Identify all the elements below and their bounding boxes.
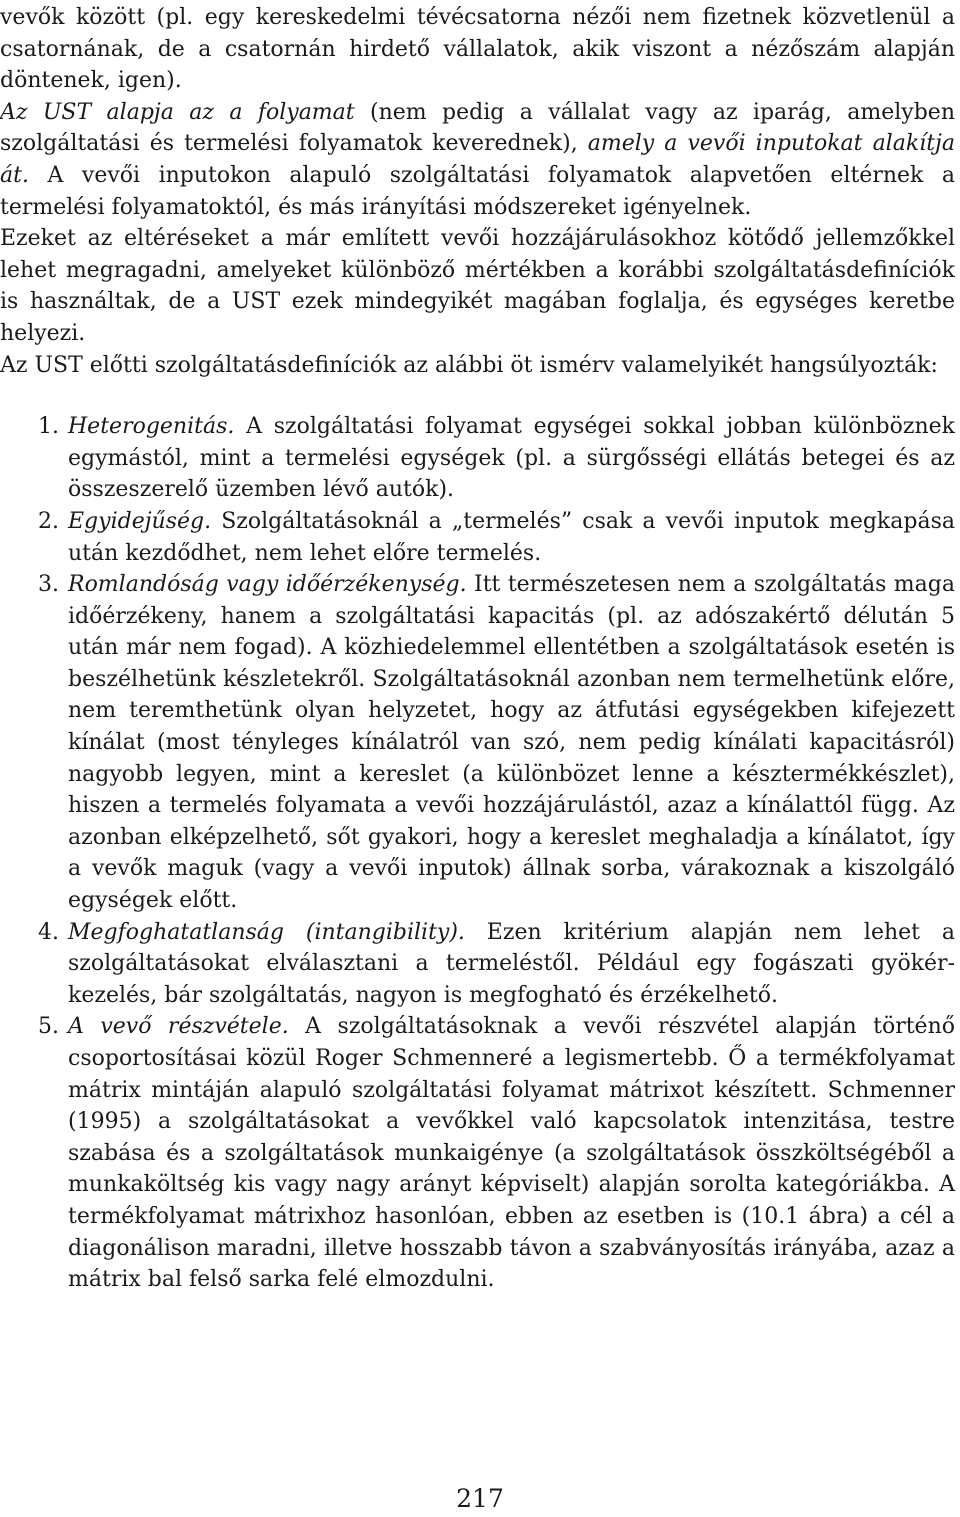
list-term-5: A vevő részvétele.: [68, 1014, 289, 1040]
emphasis-ust-basis: Az UST alapja az a folyamat: [0, 99, 355, 125]
paragraph-2-text-a: (nem pedig a vállalat vagy az iparág, amelyben szolgáltatási és termelési folyamatok keverednek),: [0, 99, 955, 157]
list-item-1: [0, 411, 955, 506]
body-text: [0, 2, 955, 1296]
list-term-1: Heterogenitás.: [68, 414, 235, 440]
list-term-4: Megfoghatatlanság (intangibility).: [68, 919, 465, 945]
list-text-5: A szolgáltatásoknak a vevői részvétel alapján történő csoportosításai közül Roger Schmenneré a legismertebb. Ő a termékfolyamat mátrix mintáján alapuló szolgáltatási folyamat mátrixot készített. Schmenner (1995) a szolgáltatásokat a vevőkkel való kapcsolatok intenzitása, testre szabása és a szolgáltatások munkaigénye (a szolgáltatások összköltségéből a munkaköltség kis vagy nagy arányt képviselt) alapján sorolta kategóriákba. A termékfolyamat mátrixhoz hasonlóan, ebben az esetben is (10.1 ábra) a cél a diagonálison maradni, illetve hosszabb távon a szabványosítás irányába, azaz a mátrix bal felső sarka felé elmozdulni.: [68, 1014, 955, 1293]
list-item-4: [0, 917, 955, 1012]
list-item-3: [0, 569, 955, 917]
list-term-2: Egyidejűség.: [68, 508, 212, 534]
list-item-2: [0, 506, 955, 569]
paragraph-3-text: Ezeket az eltéréseket a már említett vevői hozzájárulásokhoz kötődő jellemzőkkel lehet megragadni, amelyeket különböző mértékben a korábbi szolgáltatásdefiníciók is használtak, de a UST ezek mindegyikét magában foglalja, és egységes keretbe helyezi.: [0, 226, 955, 346]
paragraph-1: [0, 2, 955, 97]
list-text-3: Itt természetesen nem a szolgáltatás maga időérzékeny, hanem a szolgáltatási kapacitás (pl. az adószakértő délután 5 után már nem fogad). A közhiedelemmel ellentétben a szolgáltatások esetén is beszélhetünk készletekről. Szolgáltatásoknál azonban nem termelhetünk előre, nem teremthetünk olyan helyzetet, hogy az átfutási egységekben kifejezett kínálat (most tényleges kínálatról van szó, nem pedig kínálati kapacitásról) nagyobb legyen, mint a kereslet (a különbözet lenne a késztermékkészlet), hiszen a termelés folyamata a vevői hozzájárulástól, azaz a kínálattól függ. Az azonban elképzelhető, sőt gyakori, hogy a kereslet meghaladja a kínálatot, így a vevők maguk (vagy a vevői inputok) állnak sorba, várakoznak a kiszolgáló egységek előtt.: [68, 572, 955, 914]
list-number-3: 3.: [38, 572, 59, 598]
list-text-2: Szolgáltatásoknál a „termelés” csak a vevői inputok megkapása után kezdődhet, nem lehet előre termelés.: [68, 508, 955, 566]
paragraph-4-text: Az UST előtti szolgáltatásdefiníciók az alábbi öt ismérv valamelyikét hangsúlyozták:: [0, 352, 938, 378]
paragraph-2-text-b: A vevői inputokon alapuló szolgáltatási folyamatok alapvetően eltérnek a termelési folyamatoktól, és más irányítási módszereket igényelnek.: [0, 162, 955, 220]
paragraph-4: [0, 350, 955, 382]
list-number-2: 2.: [38, 508, 59, 534]
paragraph-1-text: vevők között (pl. egy kereskedelmi tévécsatorna nézői nem fizetnek közvetlenül a csatornának, de a csatornán hirdető vállalatok, akik viszont a nézőszám alapján döntenek, igen).: [0, 5, 955, 94]
list-spacer: [0, 381, 955, 411]
criteria-list: [0, 411, 955, 1296]
list-item-5: [0, 1011, 955, 1295]
page-number: 217: [456, 1484, 504, 1513]
list-number-4: 4.: [38, 919, 59, 945]
list-number-1: 1.: [38, 414, 59, 440]
paragraph-3: [0, 223, 955, 349]
list-number-5: 5.: [38, 1014, 59, 1040]
emphasis-customer-inputs: amely a vevői inputokat alakítja át.: [0, 131, 955, 188]
list-text-4: Ezen kritérium alapján nem lehet a szolgáltatásokat elválasztani a termeléstől. Például egy fogászati gyökérkezelés, bár szolgáltatás, nagyon is megfogható és érzékelhető.: [68, 919, 955, 1008]
list-text-1: A szolgáltatási folyamat egységei sokkal jobban különböznek egymástól, mint a termelési egységek (pl. a sürgősségi ellátás betegei és az összeszerelő üzemben lévő autók).: [68, 414, 955, 503]
paragraph-2: [0, 97, 955, 223]
list-term-3: Romlandóság vagy időérzékenység.: [68, 572, 467, 598]
